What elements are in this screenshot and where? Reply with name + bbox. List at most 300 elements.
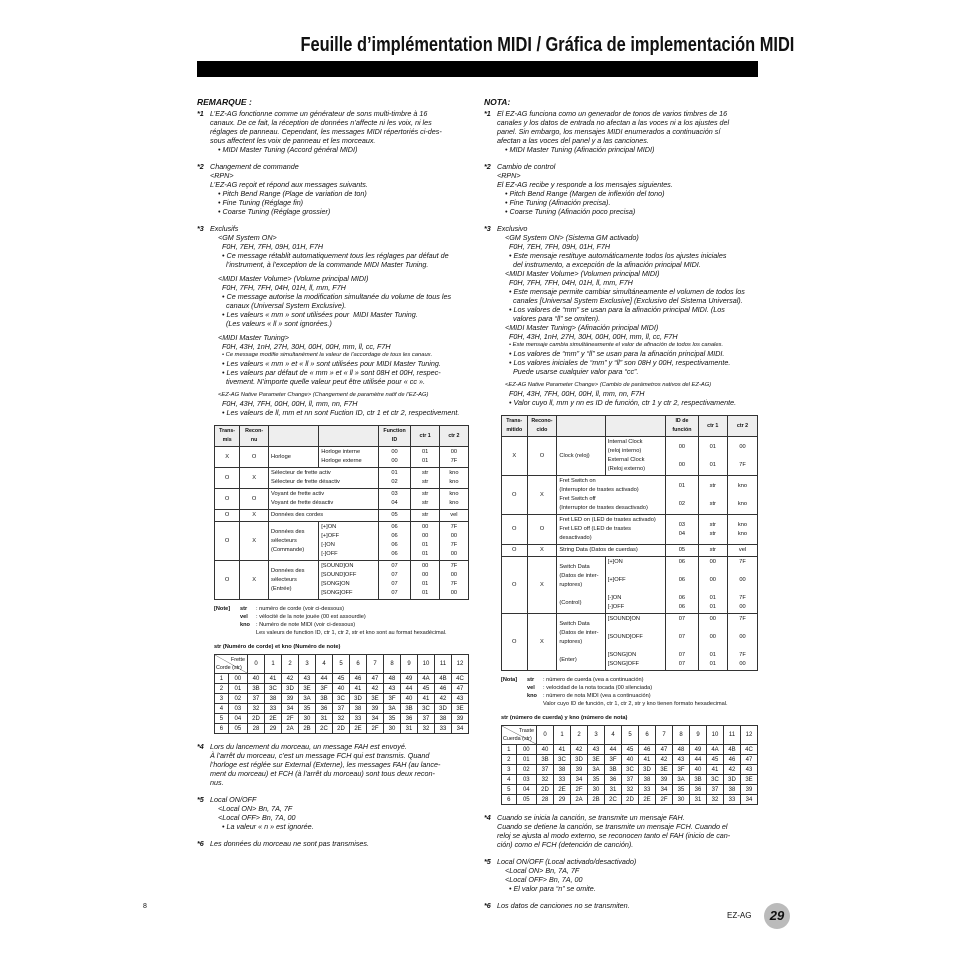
table-cell: Sélecteur de frette activ Sélecteur de frette désactiv xyxy=(268,468,378,489)
note-line: Local ON/OFF (Local activado/desactivado) xyxy=(497,857,637,866)
note-marker: *2 xyxy=(197,162,204,171)
str-cell: 37 xyxy=(248,694,265,704)
table-header-row xyxy=(502,416,758,437)
note-line: • Les valeurs « mm » et « ll » sont utilisées pour MIDI Master Tuning. xyxy=(222,359,441,368)
table-cell: O xyxy=(240,447,269,468)
str-cell: 49 xyxy=(690,745,707,755)
str-cell: 45 xyxy=(333,674,350,684)
str-cell: 32 xyxy=(707,795,724,805)
str-cell: 43 xyxy=(384,684,401,694)
note-item xyxy=(484,162,758,216)
column-spanish xyxy=(484,98,758,918)
table-cell: 7F 00 7F 00 xyxy=(727,557,757,614)
legend-key: kno xyxy=(527,693,537,699)
table-cell: vel xyxy=(439,510,468,522)
note-line: <GM System ON> (Sistema GM activado) xyxy=(505,233,639,242)
str-corner-cell xyxy=(215,655,248,674)
str-cell: 33 xyxy=(265,704,282,714)
str-cell: 42 xyxy=(571,745,588,755)
note-line: Local ON/OFF xyxy=(210,795,257,804)
table-cell: str xyxy=(411,510,439,522)
legend-value: : numéro de corde (voir ci-dessous) xyxy=(256,606,344,612)
note-line: • Fine Tuning (Afinación precisa). xyxy=(505,198,611,207)
str-cell: 32 xyxy=(622,785,639,795)
str-cell: 47 xyxy=(741,755,758,765)
table-cell: X xyxy=(527,476,557,515)
table-cell: str str xyxy=(411,468,439,489)
str-cell: 36 xyxy=(690,785,707,795)
str-table xyxy=(501,725,758,805)
str-cell: 29 xyxy=(265,724,282,734)
note-item xyxy=(484,109,758,154)
str-cell: 32 xyxy=(333,714,350,724)
str-cell: 2D xyxy=(622,795,639,805)
str-cell: 32 xyxy=(248,704,265,714)
note-line: <Local ON> Bn, 7A, 7F xyxy=(505,866,580,875)
fret-header-cell: 1 xyxy=(554,726,571,745)
str-cell: 44 xyxy=(316,674,333,684)
str-cell: 33 xyxy=(435,724,452,734)
legend-key: str xyxy=(240,606,248,612)
str-cell: 3E xyxy=(741,775,758,785)
note-line: F0H, 43H, 7FH, 00H, 00H, ll, mm, nn, F7H xyxy=(509,389,645,398)
legend-extra: Les valeurs de function ID, ctr 1, ctr 2, str et kno sont au format hexadécimal. xyxy=(256,630,447,636)
table-cell: X xyxy=(215,447,240,468)
table-cell: O xyxy=(502,614,528,671)
str-cell: 41 xyxy=(418,694,435,704)
note-marker: *3 xyxy=(197,224,204,233)
fret-header-cell: 3 xyxy=(588,726,605,745)
str-cell: 3C xyxy=(265,684,282,694)
str-cell: 39 xyxy=(571,765,588,775)
str-cell: 48 xyxy=(673,745,690,755)
str-cell: 2B xyxy=(299,724,316,734)
str-cell: 37 xyxy=(537,765,554,775)
str-cell: 34 xyxy=(367,714,384,724)
note-line: Puede usarse cualquier valor para “cc”. xyxy=(509,367,639,376)
table-cell: 01 01 xyxy=(698,437,727,476)
str-cell: 02 xyxy=(516,765,536,775)
str-cell: 45 xyxy=(418,684,435,694)
fret-header-cell: 9 xyxy=(690,726,707,745)
table-cell: 00 7F xyxy=(439,447,468,468)
note-line: sous affectent les voix de panneau et les morceaux. xyxy=(210,136,376,145)
str-cell: 3F xyxy=(605,755,622,765)
table-cell: O xyxy=(215,522,240,561)
note-line: afectan a las voces del panel y a las canciones. xyxy=(497,136,649,145)
note-line: <RPN> xyxy=(210,171,234,180)
str-cell: 36 xyxy=(401,714,418,724)
legend-value: : número de cuerda (vea a continuación) xyxy=(543,677,644,683)
str-cell: 42 xyxy=(435,694,452,704)
nota-heading: NOTA: xyxy=(484,97,511,107)
note-marker: *1 xyxy=(484,109,491,118)
str-row xyxy=(502,775,758,785)
table-header-cell: ctr 1 xyxy=(698,416,727,437)
str-cell: 40 xyxy=(333,684,350,694)
str-table-title: str (Numéro de corde) et kno (Numéro de note) xyxy=(214,644,341,650)
str-cell: 2D xyxy=(333,724,350,734)
notes-block xyxy=(484,813,758,910)
str-cell: 03 xyxy=(516,775,536,785)
str-cell: 3E xyxy=(656,765,673,775)
table-cell: kno kno xyxy=(727,515,757,545)
str-cell: 39 xyxy=(656,775,673,785)
str-cell: 34 xyxy=(656,785,673,795)
str-cell: 3F xyxy=(673,765,690,775)
table-row xyxy=(215,447,469,468)
str-cell: 43 xyxy=(452,694,469,704)
legend-row xyxy=(501,692,758,700)
str-table xyxy=(214,654,469,734)
note-line: • Este mensaje permite cambiar simultáneamente el volumen de todos los xyxy=(509,287,745,296)
str-cell: 38 xyxy=(724,785,741,795)
note-line: • Pitch Bend Range (Plage de variation de ton) xyxy=(218,189,367,198)
table-cell: Données des cordes xyxy=(268,510,378,522)
note-line: Les données du morceau ne sont pas transmises. xyxy=(210,839,370,848)
note-line: • Este mensaje restituye automáticamente todos los ajustes iniciales xyxy=(509,251,727,260)
table-row xyxy=(215,522,469,561)
str-cell: 47 xyxy=(367,674,384,684)
note-line: canaux (Universal System Exclusive). xyxy=(222,301,347,310)
str-cell: 37 xyxy=(622,775,639,785)
fret-header-cell: 2 xyxy=(571,726,588,745)
str-cell: 02 xyxy=(228,694,247,704)
legend-row xyxy=(214,621,469,629)
str-cell: 46 xyxy=(435,684,452,694)
legend-key: vel xyxy=(527,685,535,691)
str-cell: 42 xyxy=(656,755,673,765)
note-marker: *1 xyxy=(197,109,204,118)
note-line: valores para “ll” se omiten). xyxy=(509,314,601,323)
str-cell: 4C xyxy=(452,674,469,684)
str-cell: 3D xyxy=(724,775,741,785)
str-cell: 39 xyxy=(367,704,384,714)
corner-bottom-label: Cuerda (str) xyxy=(503,736,532,742)
table-header-cell xyxy=(557,416,605,437)
table-cell: Horloge xyxy=(268,447,318,468)
note-item xyxy=(197,224,469,417)
str-cell: 3C xyxy=(707,775,724,785)
note-line: reloj se ajusta al modo externo, se reconocen tanto el FAH (inicio de can- xyxy=(497,831,731,840)
table-cell: String Data (Datos de cuerdas) xyxy=(557,545,666,557)
fret-header-cell: 12 xyxy=(741,726,758,745)
table-cell: O xyxy=(215,561,240,600)
str-cell: 3D xyxy=(435,704,452,714)
note-marker: *4 xyxy=(484,813,491,822)
str-cell: 33 xyxy=(350,714,367,724)
note-line: Los datos de canciones no se transmiten. xyxy=(497,901,630,910)
str-cell: 3A xyxy=(588,765,605,775)
note-line: El EZ-AG funciona como un generador de tonos de varios timbres de 16 xyxy=(497,109,728,118)
str-cell: 3E xyxy=(452,704,469,714)
str-cell: 04 xyxy=(228,714,247,724)
table-cell: X xyxy=(240,510,269,522)
table-row xyxy=(502,614,758,671)
table-row xyxy=(502,476,758,515)
note-line: tivement. N’importe quelle valeur peut être utilisée pour « cc ». xyxy=(222,377,425,386)
table-cell: 07 07 07 07 xyxy=(378,561,411,600)
table-cell: 05 xyxy=(378,510,411,522)
fret-header-cell: 8 xyxy=(673,726,690,745)
str-cell: 33 xyxy=(554,775,571,785)
str-cell: 3B xyxy=(248,684,265,694)
str-cell: 40 xyxy=(401,694,418,704)
str-cell: 2A xyxy=(282,724,299,734)
table-cell: 7F 00 7F 00 xyxy=(439,522,468,561)
note-line: del instrumento, a excepción de la afinación principal MIDI. xyxy=(509,260,701,269)
str-cell: 3D xyxy=(571,755,588,765)
str-cell: 44 xyxy=(605,745,622,755)
str-cell: 31 xyxy=(605,785,622,795)
str-cell: 03 xyxy=(228,704,247,714)
str-cell: 4A xyxy=(707,745,724,755)
fret-header-cell: 11 xyxy=(724,726,741,745)
str-cell: 4 xyxy=(215,704,229,714)
str-cell: 1 xyxy=(502,745,517,755)
fret-header-cell: 8 xyxy=(384,655,401,674)
str-cell: 5 xyxy=(502,785,517,795)
note-line: <EZ-AG Native Parameter Change> (Cambio de parámetros nativos del EZ-AG) xyxy=(505,382,712,388)
str-header-row xyxy=(502,726,758,745)
table-row xyxy=(502,437,758,476)
table-cell: O xyxy=(502,545,528,557)
str-cell: 04 xyxy=(516,785,536,795)
table-row xyxy=(215,510,469,522)
note-line: <Local ON> Bn, 7A, 7F xyxy=(218,804,293,813)
table-cell: 06 06 06 06 xyxy=(378,522,411,561)
table-legend xyxy=(214,605,469,637)
str-cell: 05 xyxy=(228,724,247,734)
table-cell: 07 07 07 07 xyxy=(666,614,698,671)
fret-header-cell: 6 xyxy=(350,655,367,674)
str-cell: 3E xyxy=(588,755,605,765)
table-cell: 01 01 xyxy=(411,447,439,468)
str-cell: 30 xyxy=(299,714,316,724)
str-cell: 38 xyxy=(265,694,282,704)
note-line: • Ce message modifie simultanément la valeur de l’accordage de tous les canaux. xyxy=(222,352,433,358)
legend-label: [Nota] xyxy=(501,677,518,683)
str-cell: 45 xyxy=(707,755,724,765)
str-cell: 48 xyxy=(384,674,401,684)
note-item xyxy=(484,813,758,849)
table-cell: 7F 00 7F 00 xyxy=(439,561,468,600)
note-item xyxy=(197,742,469,787)
str-row xyxy=(215,714,469,724)
legend-value: : Numéro de note MIDI (voir ci-dessous) xyxy=(256,622,356,628)
str-cell: 2C xyxy=(605,795,622,805)
note-line: • Valor cuyo ll, mm y nn es ID de función, ctr 1 y ctr 2, respectivamente. xyxy=(509,398,737,407)
str-cell: 31 xyxy=(316,714,333,724)
str-row xyxy=(502,755,758,765)
str-cell: 3B xyxy=(316,694,333,704)
str-cell: 49 xyxy=(401,674,418,684)
fret-header-cell: 4 xyxy=(605,726,622,745)
table-cell: 00 00 xyxy=(666,437,698,476)
str-cell: 00 xyxy=(516,745,536,755)
table-header-row xyxy=(215,426,469,447)
table-row xyxy=(502,515,758,545)
str-cell: 41 xyxy=(350,684,367,694)
table-cell: X xyxy=(240,468,269,489)
str-cell: 47 xyxy=(656,745,673,755)
note-line: <Local OFF> Bn, 7A, 00 xyxy=(505,875,583,884)
fret-header-cell: 0 xyxy=(537,726,554,745)
midi-table xyxy=(501,415,758,671)
str-cell: 3C xyxy=(554,755,571,765)
table-header-cell: Trans- mis xyxy=(215,426,240,447)
str-cell: 32 xyxy=(537,775,554,785)
str-cell: 38 xyxy=(435,714,452,724)
str-cell: 01 xyxy=(516,755,536,765)
str-cell: 30 xyxy=(673,795,690,805)
str-cell: 33 xyxy=(639,785,656,795)
table-row xyxy=(502,557,758,614)
str-cell: 35 xyxy=(588,775,605,785)
note-line: Cuando se inicia la canción, se transmite un mensaje FAH. xyxy=(497,813,685,822)
note-line: canales y los datos de entrada no afectan a las voces ni a los ajustes del xyxy=(497,118,730,127)
note-line: nus. xyxy=(210,778,224,787)
fret-header-cell: 5 xyxy=(622,726,639,745)
str-cell: 38 xyxy=(554,765,571,775)
table-cell: [SOUND]ON [SOUND]OFF [SONG]ON [SONG]OFF xyxy=(605,614,665,671)
table-row xyxy=(502,545,758,557)
table-header-cell: ctr 1 xyxy=(411,426,439,447)
page-number-badge: 29 xyxy=(764,903,790,929)
note-line: À l’arrêt du morceau, c’est un message FCH qui est transmis. Quand xyxy=(210,751,430,760)
str-cell: 4B xyxy=(724,745,741,755)
str-row xyxy=(502,785,758,795)
title-bar xyxy=(197,61,758,77)
table-cell: Voyant de frette activ Voyant de frette désactiv xyxy=(268,489,378,510)
note-line: • El valor para “n” se omite. xyxy=(509,884,596,893)
fret-header-cell: 4 xyxy=(316,655,333,674)
corner-top-label: Frette xyxy=(230,657,245,663)
table-cell: str str xyxy=(698,515,727,545)
corner-top-label: Traste xyxy=(518,728,534,734)
table-cell: Internal Clock (reloj interno) External Clock (Reloj externo) xyxy=(605,437,665,476)
note-line: F0H, 7FH, 7FH, 04H, 01H, ll, mm, F7H xyxy=(509,278,633,287)
table-cell: O xyxy=(215,510,240,522)
str-corner-cell xyxy=(502,726,537,745)
table-header-cell xyxy=(605,416,665,437)
table-cell: O xyxy=(527,515,557,545)
table-cell: 01 02 xyxy=(378,468,411,489)
note-line: L’EZ-AG reçoit et répond aux messages suivants. xyxy=(210,180,368,189)
str-cell: 40 xyxy=(622,755,639,765)
table-cell: 00 7F xyxy=(727,437,757,476)
fret-header-cell: 6 xyxy=(639,726,656,745)
fret-header-cell: 12 xyxy=(452,655,469,674)
str-cell: 3B xyxy=(605,765,622,775)
note-line: F0H, 7EH, 7FH, 09H, 01H, F7H xyxy=(222,242,324,251)
str-cell: 30 xyxy=(588,785,605,795)
note-line: F0H, 43H, 1nH, 27H, 30H, 00H, 00H, mm, ll, cc, F7H xyxy=(222,342,391,351)
note-line: • Ce message rétablit automatiquement tous les réglages par défaut de xyxy=(222,251,449,260)
table-cell: Fret LED on (LED de trastes activado) Fret LED off (LED de trastes desactivado) xyxy=(557,515,666,545)
str-cell: 38 xyxy=(350,704,367,714)
table-cell: vel xyxy=(727,545,757,557)
fret-header-cell: 10 xyxy=(707,726,724,745)
remarque-heading: REMARQUE : xyxy=(197,97,252,107)
note-line: réglages de panneau. Cependant, les messages MIDI répertoriés ci-des- xyxy=(210,127,442,136)
str-cell: 2F xyxy=(571,785,588,795)
note-marker: *3 xyxy=(484,224,491,233)
note-line: l’instrument, à l’exception de la commande MIDI Master Tuning. xyxy=(222,260,429,269)
table-cell: str xyxy=(698,545,727,557)
note-line: <MIDI Master Volume> (Volumen principal MIDI) xyxy=(505,269,660,278)
str-cell: 40 xyxy=(690,765,707,775)
note-line: • La valeur « n » est ignorée. xyxy=(222,822,314,831)
str-cell: 4 xyxy=(502,775,517,785)
note-line: • Ce message autorise la modification simultanée du volume de tous les xyxy=(222,292,452,301)
table-cell: O xyxy=(215,489,240,510)
legend-value: : velocidad de la nota tocada (00 silenciada) xyxy=(543,685,653,691)
table-cell: 00 00 01 01 xyxy=(411,522,439,561)
table-cell: str str xyxy=(411,489,439,510)
str-cell: 28 xyxy=(537,795,554,805)
str-cell: 34 xyxy=(282,704,299,714)
column-french xyxy=(197,98,469,856)
table-cell: [+]ON [+]OFF [-]ON [-]OFF xyxy=(319,522,378,561)
note-line: <EZ-AG Native Parameter Change> (Changement de paramètre natif de l’EZ-AG) xyxy=(218,392,429,398)
str-cell: 44 xyxy=(401,684,418,694)
table-cell: kno kno xyxy=(727,476,757,515)
str-cell: 3 xyxy=(215,694,229,704)
note-line: • Les valeurs par défaut de « mm » et « ll » sont 08H et 00H, respec- xyxy=(222,368,441,377)
table-cell: 00 00 01 01 xyxy=(411,561,439,600)
note-line: ment du morceau) et FCH (à l’arrêt du morceau) sont tous deux recon- xyxy=(210,769,435,778)
str-row xyxy=(215,704,469,714)
note-line: Cambio de control xyxy=(497,162,556,171)
str-cell: 3C xyxy=(333,694,350,704)
legend-label: [Note] xyxy=(214,606,231,612)
note-item xyxy=(197,109,469,154)
midi-table xyxy=(214,425,469,600)
table-header-cell: Trans- mitido xyxy=(502,416,528,437)
table-row xyxy=(215,561,469,600)
str-cell: 3 xyxy=(502,765,517,775)
fret-header-cell: 7 xyxy=(367,655,384,674)
fret-header-cell: 1 xyxy=(265,655,282,674)
str-cell: 43 xyxy=(741,765,758,775)
str-cell: 2E xyxy=(554,785,571,795)
str-cell: 5 xyxy=(215,714,229,724)
str-header-row xyxy=(215,655,469,674)
table-cell: Switch Data (Datos de inter- ruptores) (Enter) xyxy=(557,614,605,671)
table-cell: O xyxy=(502,557,528,614)
str-cell: 3D xyxy=(639,765,656,775)
str-cell: 2E xyxy=(639,795,656,805)
fret-header-cell: 3 xyxy=(299,655,316,674)
str-cell: 42 xyxy=(282,674,299,684)
str-cell: 31 xyxy=(690,795,707,805)
str-cell: 3C xyxy=(418,704,435,714)
note-line: <Local OFF> Bn, 7A, 00 xyxy=(218,813,296,822)
notes-block xyxy=(197,109,469,417)
note-line: • Les valeurs de ll, mm et nn sont Fuction ID, ctr 1 et ctr 2, respectivement. xyxy=(222,408,460,417)
str-cell: 41 xyxy=(639,755,656,765)
str-cell: 3E xyxy=(367,694,384,704)
str-cell: 4C xyxy=(741,745,758,755)
fret-header-cell: 11 xyxy=(435,655,452,674)
str-cell: 2D xyxy=(248,714,265,724)
note-line: • Este mensaje cambia simultáneamente el valor de afinación de todos los canales. xyxy=(509,342,724,348)
legend-extra: Valor cuyo ID de función, ctr 1, ctr 2, str y kno tienen formato hexadecimal. xyxy=(543,701,728,707)
str-cell: 2C xyxy=(316,724,333,734)
table-cell: kno kno xyxy=(439,489,468,510)
table-cell: X xyxy=(240,522,269,561)
